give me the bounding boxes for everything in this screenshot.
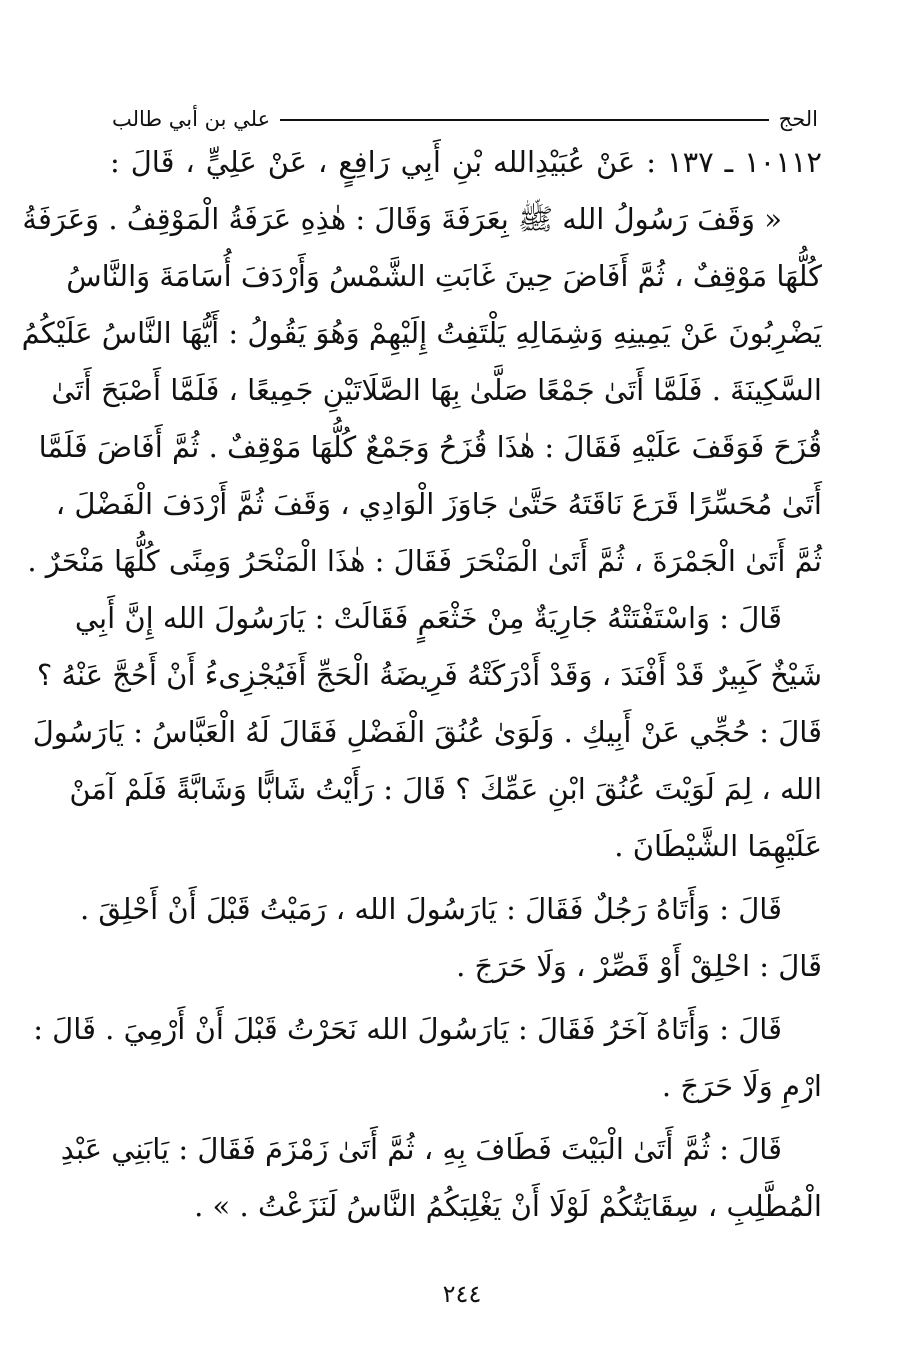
text-line: قَالَ : احْلِقْ أَوْ قَصِّرْ ، وَلَا حَرَجَ .: [456, 949, 822, 983]
text-line: ١٠١١٢ ـ ١٣٧ : عَنْ عُبَيْدِالله بْنِ أَبِي رَافِعٍ ، عَنْ عَلِيٍّ ، قَالَ :: [110, 145, 822, 179]
text-line: يَضْرِبُونَ عَنْ يَمِينِهِ وَشِمَالِهِ يَلْتَفِتُ إِلَيْهِمْ وَهُوَ يَقُولُ : أَيُّهَا النَّاسُ عَلَيْكُمُ: [21, 316, 822, 350]
text-line: قَالَ : وَأَتَاهُ رَجُلٌ فَقَالَ : يَارَسُولَ الله ، رَمَيْتُ قَبْلَ أَنْ أَحْلِقَ .: [80, 892, 782, 926]
text-line: ارْمِ وَلَا حَرَجَ .: [661, 1069, 822, 1103]
header-section: الحج: [778, 107, 818, 131]
text-line: قَالَ : حُجِّي عَنْ أَبِيكِ . وَلَوَىٰ عُنُقَ الْفَضْلِ فَقَالَ لَهُ الْعَبَّاسُ : يَارَسُولَ: [32, 715, 822, 749]
header-source: علي بن أبي طالب: [112, 107, 271, 131]
running-header: [112, 96, 818, 130]
text-line: كُلُّهَا مَوْقِفٌ ، ثُمَّ أَفَاضَ حِينَ غَابَتِ الشَّمْسُ وَأَرْدَفَ أُسَامَةَ وَالنَّاسُ: [66, 259, 822, 293]
header-rule: [280, 119, 768, 121]
text-line: قَالَ : وَاسْتَفْتَتْهُ جَارِيَةٌ مِنْ خَثْعَمٍ فَقَالَتْ : يَارَسُولَ الله إِنَّ أَبِي: [74, 601, 782, 635]
text-line: « وَقَفَ رَسُولُ الله ﷺ بِعَرَفَةَ وَقَالَ : هٰذِهِ عَرَفَةُ الْمَوْقِفُ . وَعَرَفَةُ: [22, 202, 782, 236]
text-line: قَالَ : وَأَتَاهُ آخَرُ فَقَالَ : يَارَسُولَ الله نَحَرْتُ قَبْلَ أَنْ أَرْمِيَ . قَالَ :: [33, 1012, 782, 1046]
text-line: الْمُطَّلِبِ ، سِقَايَتُكُمْ لَوْلَا أَنْ يَغْلِبَكُمُ النَّاسُ لَنَزَعْتُ . » .: [194, 1189, 822, 1223]
page-number: ٢٤٤: [442, 1280, 482, 1308]
text-line: الله ، لِمَ لَوَيْتَ عُنُقَ ابْنِ عَمِّكَ ؟ قَالَ : رَأَيْتُ شَابًّا وَشَابَّةً فَلَمْ آمَنْ: [69, 772, 822, 806]
text-line: ثُمَّ أَتَىٰ الْجَمْرَةَ ، ثُمَّ أَتَىٰ الْمَنْحَرَ فَقَالَ : هٰذَا الْمَنْحَرُ وَمِنًى كُلُّهَا مَنْحَرٌ .: [27, 544, 822, 578]
text-line: أَتَىٰ مُحَسِّرًا قَرَعَ نَاقَتَهُ حَتَّىٰ جَاوَزَ الْوَادِي ، وَقَفَ ثُمَّ أَرْدَفَ الْفَضْلَ ،: [55, 487, 822, 521]
text-line: السَّكِينَةَ . فَلَمَّا أَتَىٰ جَمْعًا صَلَّىٰ بِهَا الصَّلَاتَيْنِ جَمِيعًا ، فَلَمَّا أَصْبَحَ أَتَىٰ: [51, 373, 822, 407]
text-line: عَلَيْهِمَا الشَّيْطَانَ .: [614, 829, 822, 863]
text-line: قَالَ : ثُمَّ أَتَىٰ الْبَيْتَ فَطَافَ بِهِ ، ثُمَّ أَتَىٰ زَمْزَمَ فَقَالَ : يَابَنِي عَبْدِ: [60, 1132, 782, 1166]
text-line: قُزَحَ فَوَقَفَ عَلَيْهِ فَقَالَ : هٰذَا قُزَحُ وَجَمْعٌ كُلُّهَا مَوْقِفٌ . ثُمَّ أَفَاضَ فَلَمَّا: [38, 430, 822, 464]
hadith-text: [21, 134, 822, 1235]
text-line: شَيْخٌ كَبِيرٌ قَدْ أَفْنَدَ ، وَقَدْ أَدْرَكَتْهُ فَرِيضَةُ الْحَجِّ أَفَيُجْزِىءُ أَنْ أَحُجَّ عَنْهُ ؟: [36, 658, 822, 692]
